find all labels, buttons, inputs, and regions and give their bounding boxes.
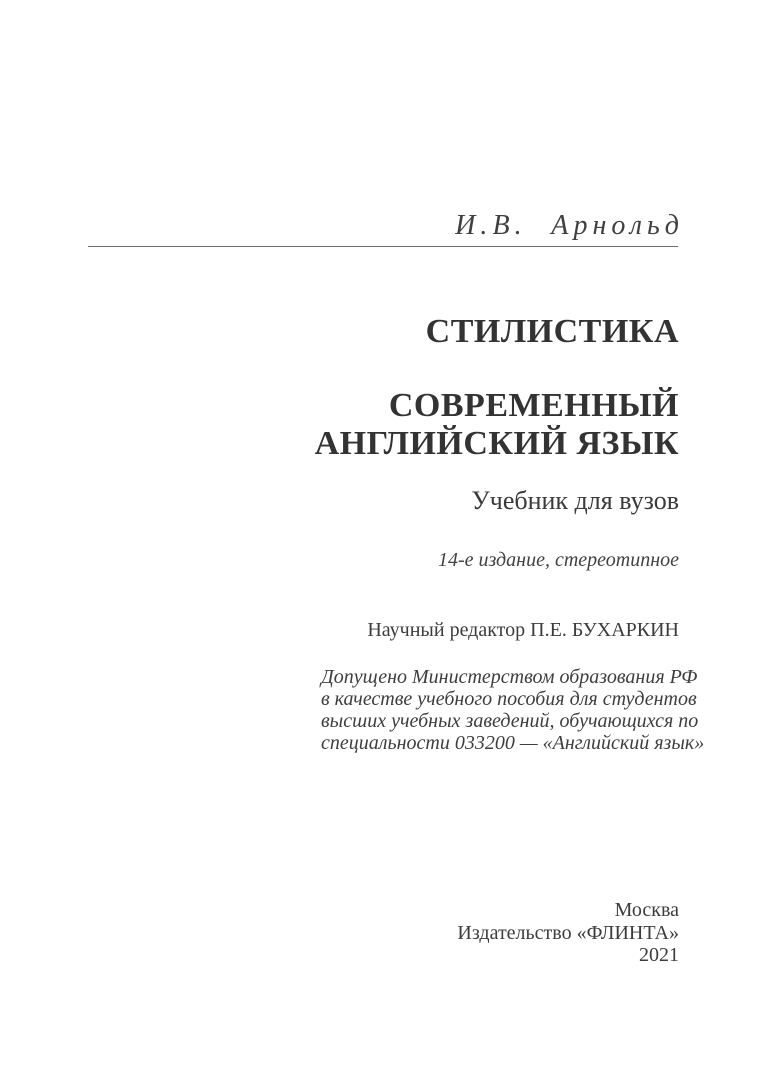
science-editor-line: Научный редактор П.Е. БУХАРКИН [367,619,679,641]
imprint-year: 2021 [639,944,679,966]
imprint-city: Москва [614,899,679,921]
book-title: СТИЛИСТИКА [425,313,679,350]
approval-line-3: высших учебных заведений, обучающихся по [321,710,699,732]
imprint [457,899,679,967]
author-name: И.В. Арнольд [455,210,684,241]
approval-line-1: Допущено Министерством образования РФ [321,666,698,688]
approval-line-2: в качестве учебного пособия для студентов [321,688,697,710]
imprint-publisher: Издательство «ФЛИНТА» [457,921,679,944]
book-subtitle [315,387,679,463]
approval-note [321,666,705,754]
book-subtitle-line-1: СОВРЕМЕННЫЙ [388,387,679,424]
book-type-label: Учебник для вузов [471,486,679,515]
edition-note: 14-е издание, стереотипное [437,549,679,571]
approval-line-4: специальности 033200 — «Английский язык» [321,732,705,754]
header-divider-rule [88,246,678,247]
book-subtitle-line-2: АНГЛИЙСКИЙ ЯЗЫК [314,425,679,462]
